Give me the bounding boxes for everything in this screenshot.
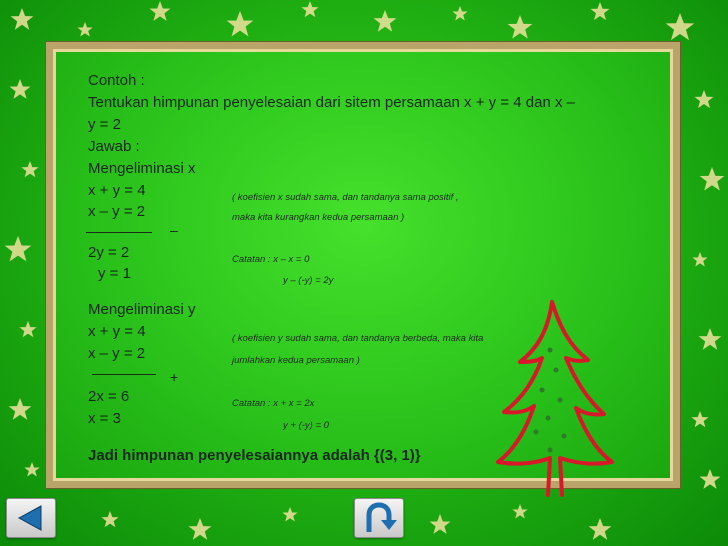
section1-title: Mengeliminasi x	[88, 160, 196, 177]
section2-catatan1: Catatan : x + x = 2x	[232, 398, 315, 409]
problem-statement-line2: y = 2	[88, 116, 121, 133]
problem-statement-line1: Tentukan himpunan penyelesaian dari sitem persamaan x + y = 4 dan x –	[88, 94, 575, 111]
back-button[interactable]	[6, 498, 56, 538]
section2-operator: +	[170, 369, 179, 385]
section1-catatan1: Catatan : x – x = 0	[232, 254, 310, 265]
conclusion: Jadi himpunan penyelesaiannya adalah {(3, 1)}	[88, 447, 421, 464]
slide-content	[88, 70, 648, 490]
section2-result2: x = 3	[88, 410, 121, 427]
section1-catatan2: y – (-y) = 2y	[283, 275, 334, 286]
section1-equation2: x – y = 2	[88, 203, 146, 220]
section2-note1: ( koefisien y sudah sama, dan tandanya berbeda, maka kita	[232, 333, 484, 344]
section1-result1: 2y = 2	[88, 244, 130, 261]
section1-operator: –	[170, 222, 178, 238]
u-turn-arrow-icon	[355, 499, 403, 537]
answer-label: Jawab :	[88, 138, 140, 155]
section1-result2: y = 1	[98, 265, 131, 282]
section2-rule	[92, 374, 156, 375]
section1-note2: maka kita kurangkan kedua persamaan )	[232, 212, 405, 223]
section2-title: Mengeliminasi y	[88, 301, 196, 318]
slide-heading: Contoh :	[88, 72, 145, 89]
section2-result1: 2x = 6	[88, 388, 130, 405]
section1-rule	[86, 232, 152, 233]
section2-equation1: x + y = 4	[88, 323, 146, 340]
section2-catatan2: y + (-y) = 0	[283, 420, 329, 431]
section1-note1: ( koefisien x sudah sama, dan tandanya sama positif ,	[232, 192, 459, 203]
section1-equation1: x + y = 4	[88, 182, 146, 199]
triangle-left-icon	[7, 499, 55, 537]
return-button[interactable]	[354, 498, 404, 538]
section2-equation2: x – y = 2	[88, 345, 146, 362]
section2-note2: jumlahkan kedua persamaan )	[232, 355, 360, 366]
